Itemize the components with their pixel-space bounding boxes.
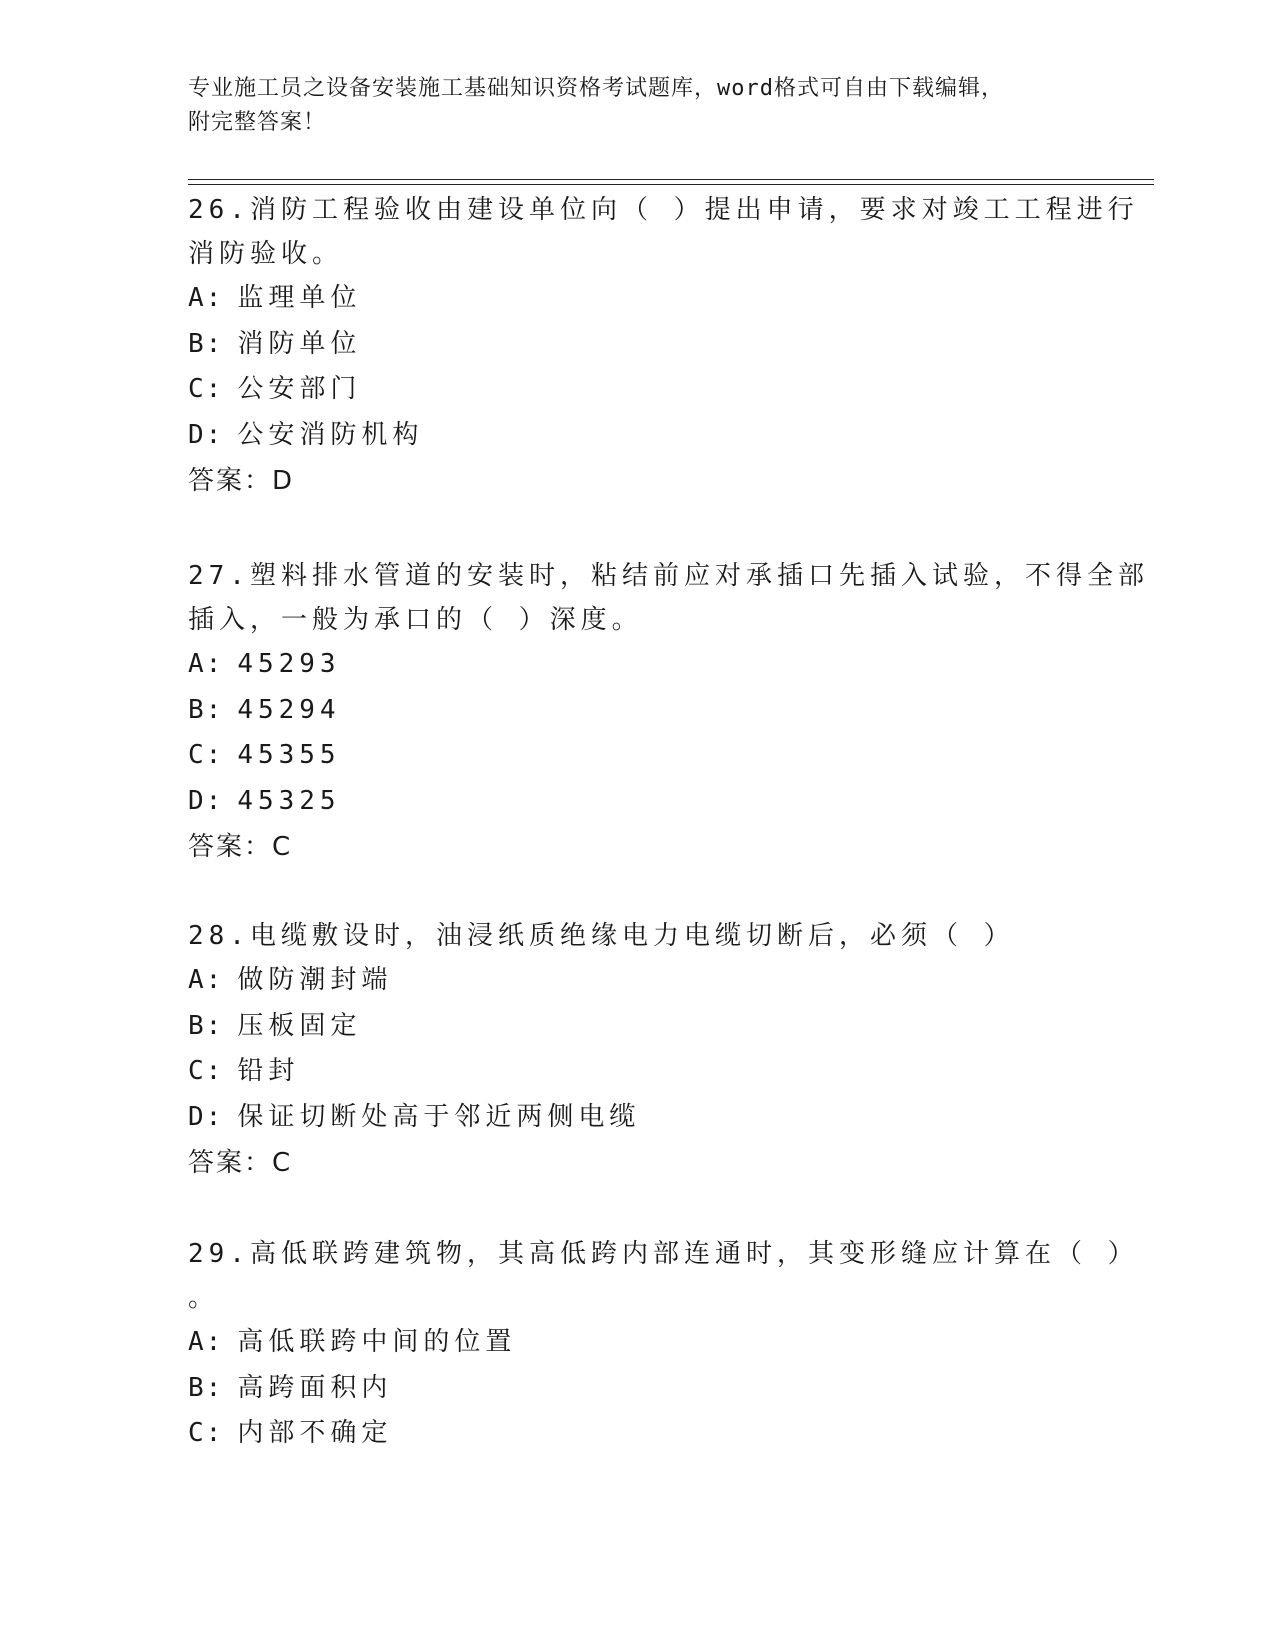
stem-line: 27.塑料排水管道的安装时，粘结前应对承插口先插入试验，不得全部 — [188, 561, 1149, 591]
option-text: 公安消防机构 — [237, 419, 424, 450]
option-letter: B: — [188, 694, 224, 725]
option-letter: C: — [188, 740, 224, 770]
stem-line: 26.消防工程验收由建设单位向（ ）提出申请，要求对竣工工程进行 — [188, 195, 1139, 225]
option-text: 铅封 — [237, 1056, 300, 1086]
option-text: 45325 — [237, 785, 341, 816]
answer-line: 答案：C — [188, 1148, 293, 1178]
option-text: 监理单位 — [237, 283, 362, 313]
question-26 — [188, 188, 1139, 504]
option-text: 45293 — [237, 649, 341, 679]
question-stem — [188, 1232, 1139, 1320]
option-text: 消防单位 — [237, 328, 362, 359]
option-letter: C: — [188, 374, 224, 404]
option-text: 压板固定 — [237, 1010, 362, 1041]
option-text: 内部不确定 — [237, 1418, 393, 1448]
option-text: 做防潮封端 — [237, 965, 393, 995]
option-c — [188, 1049, 1088, 1095]
question-stem — [188, 914, 1088, 958]
question-29 — [188, 1232, 1139, 1457]
option-a — [188, 642, 1088, 688]
option-letter: C: — [188, 1418, 224, 1448]
header-divider-top — [188, 179, 1154, 180]
option-letter: A: — [188, 965, 224, 995]
option-d — [188, 779, 1088, 825]
header-line-2: 附完整答案！ — [188, 110, 327, 135]
option-letter: D: — [188, 1101, 224, 1132]
stem-line: 。 — [188, 1283, 220, 1313]
answer-line: 答案：C — [188, 832, 293, 862]
option-a — [188, 276, 1088, 322]
option-letter: B: — [188, 1010, 224, 1041]
option-d — [188, 1095, 1088, 1141]
question-27 — [188, 554, 1149, 870]
option-c — [188, 1411, 1088, 1457]
option-a — [188, 1320, 1088, 1366]
option-letter: A: — [188, 649, 224, 679]
question-stem — [188, 188, 1139, 276]
option-d — [188, 413, 1088, 459]
option-text: 保证切断处高于邻近两侧电缆 — [237, 1101, 641, 1132]
option-letter: A: — [188, 283, 224, 313]
option-text: 公安部门 — [237, 374, 362, 404]
option-b — [188, 322, 1088, 368]
stem-line: 29.高低联跨建筑物，其高低跨内部连通时，其变形缝应计算在（ ） — [188, 1239, 1139, 1269]
stem-line: 28.电缆敷设时，油浸纸质绝缘电力电缆切断后，必须（ ） — [188, 921, 1015, 951]
option-b — [188, 1004, 1088, 1050]
option-text: 高跨面积内 — [237, 1372, 393, 1403]
option-text: 45355 — [237, 740, 341, 770]
question-stem — [188, 554, 1149, 642]
stem-line: 消防验收。 — [188, 239, 344, 269]
stem-line: 插入，一般为承口的（ ）深度。 — [188, 605, 643, 635]
option-letter: B: — [188, 328, 224, 359]
header-line-1: 专业施工员之设备安装施工基础知识资格考试题库，word格式可自由下载编辑， — [188, 76, 1004, 101]
option-letter: D: — [188, 419, 224, 450]
option-text: 高低联跨中间的位置 — [237, 1327, 517, 1357]
option-c — [188, 367, 1088, 413]
header-divider-bottom — [188, 184, 1154, 185]
option-letter: B: — [188, 1372, 224, 1403]
option-b — [188, 688, 1088, 734]
answer-line: 答案：D — [188, 466, 295, 496]
option-text: 45294 — [237, 694, 341, 725]
option-letter: C: — [188, 1056, 224, 1086]
document-header — [188, 72, 1088, 140]
option-letter: D: — [188, 785, 224, 816]
question-28 — [188, 914, 1088, 1186]
option-a — [188, 958, 1088, 1004]
option-b — [188, 1366, 1088, 1412]
option-c — [188, 733, 1088, 779]
option-letter: A: — [188, 1327, 224, 1357]
